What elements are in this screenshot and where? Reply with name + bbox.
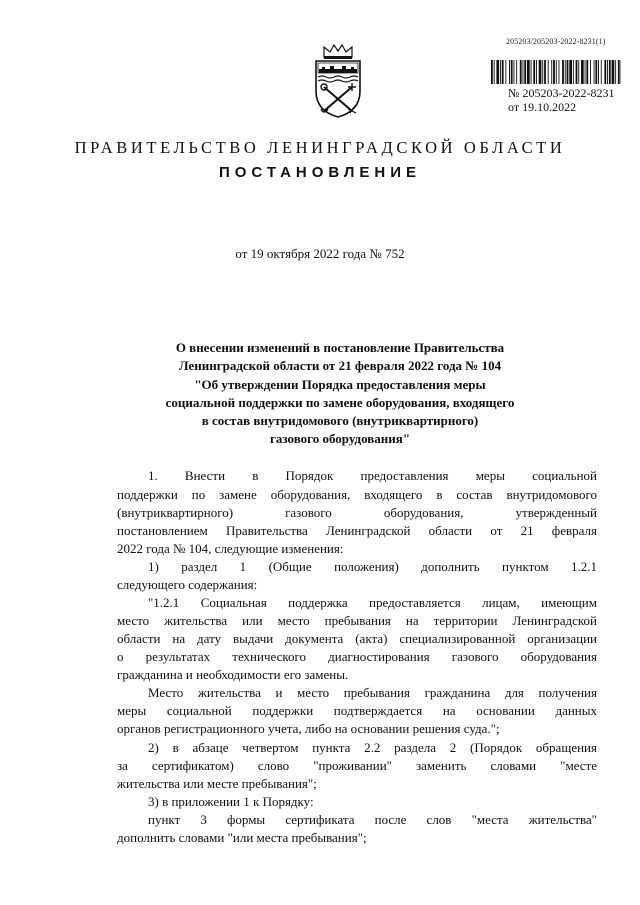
barcode-bar: [511, 60, 513, 84]
coat-of-arms-emblem: [310, 43, 366, 119]
barcode-bar: [500, 60, 501, 84]
barcode-bar: [509, 60, 510, 84]
barcode-bar: [502, 60, 504, 84]
body-line: постановлением Правительства Ленинградской области от 21 февраля: [117, 523, 597, 538]
barcode-bar: [536, 60, 537, 84]
barcode-bar: [539, 60, 542, 84]
barcode-bar: [491, 60, 493, 84]
barcode-bar: [618, 60, 620, 84]
barcode-bar: [551, 60, 552, 84]
barcode-bar: [562, 60, 564, 84]
barcode-bar: [505, 60, 506, 84]
government-name: ПРАВИТЕЛЬСТВО ЛЕНИНГРАДСКОЙ ОБЛАСТИ: [74, 138, 566, 157]
body-line: 1. Внести в Порядок предоставления меры социальной: [148, 468, 597, 483]
title-line: в состав внутридомового (внутриквартирного): [201, 413, 479, 429]
title-line: Ленинградской области от 21 февраля 2022 года № 104: [178, 358, 502, 374]
barcode-bar: [578, 60, 579, 84]
barcode-bar: [615, 60, 616, 84]
document-date-number: от 19 октября 2022 года № 752: [235, 246, 405, 261]
barcode-bar: [556, 60, 557, 84]
body-line: место жительства или место пребывания на территории Ленинградской: [117, 613, 597, 628]
barcode-bar: [524, 60, 526, 84]
barcode-bar: [612, 60, 615, 84]
document-title: [150, 339, 530, 449]
title-line: социальной поддержки по замене оборудования, входящего: [165, 394, 515, 410]
body-line: органов регистрационного учета, либо на основании решения суда.";: [117, 721, 500, 736]
barcode-bar: [514, 60, 515, 84]
barcode-bar: [523, 60, 524, 84]
barcode-bar: [531, 60, 532, 84]
barcode-bar: [594, 60, 595, 84]
barcode-bar: [527, 60, 530, 84]
barcode-bar: [590, 60, 591, 84]
barcode-bar: [544, 60, 546, 84]
registration-date: от 19.10.2022: [508, 100, 577, 114]
body-line: Место жительства и место пребывания гражданина для получения: [148, 685, 597, 700]
barcode-bar: [569, 60, 572, 84]
barcode-bar: [595, 60, 597, 84]
barcode-bar: [609, 60, 611, 84]
body-line: жительства или месте пребывания";: [117, 776, 317, 791]
barcode-bar: [516, 60, 517, 84]
barcode-bar: [586, 60, 588, 84]
body-line: области на дату выдачи документа (акта) специализированной организации: [117, 631, 597, 646]
barcode-bar: [567, 60, 569, 84]
body-line: за сертификатом) слово "проживании" заменить словами "месте: [117, 758, 597, 773]
barcode-bar: [601, 60, 602, 84]
body-line: 2) в абзаце четвертом пункта 2.2 раздела 2 (Порядок обращения: [148, 740, 597, 755]
registration-line: 205203/205203-2022-8231(1): [506, 37, 606, 46]
body-line: пункт 3 формы сертификата после слов "места жительства": [148, 812, 597, 827]
body-line: 2022 года № 104, следующие изменения:: [117, 541, 344, 556]
barcode-bar: [573, 60, 574, 84]
body-line: 3) в приложении 1 к Порядку:: [148, 794, 314, 809]
barcode-bar: [581, 60, 584, 84]
barcode-bar: [604, 60, 606, 84]
barcode-bar: [494, 60, 495, 84]
body-line: гражданина и необходимости его замены.: [117, 667, 349, 682]
barcode-bar: [576, 60, 578, 84]
registration-number: № 205203-2022-8231: [508, 86, 615, 100]
barcode-bar: [496, 60, 499, 84]
body-line: следующего содержания:: [117, 577, 258, 592]
barcode-bar: [533, 60, 535, 84]
title-line: О внесении изменений в постановление Правительства: [175, 340, 505, 355]
barcode-bar: [542, 60, 543, 84]
barcode-bar: [585, 60, 586, 84]
barcode: [491, 60, 621, 84]
body-line: о результатах технического диагностирования газового оборудования: [117, 649, 597, 664]
title-line: "Об утверждении Порядка предоставления меры: [194, 376, 486, 392]
body-line: дополнить словами "или места пребывания";: [117, 830, 367, 845]
barcode-bar: [548, 60, 549, 84]
barcode-bar: [607, 60, 608, 84]
title-line: газового оборудования": [269, 431, 411, 447]
barcode-bar: [598, 60, 599, 84]
body-line: меры социальной поддержки подтверждается на основании данных: [117, 703, 597, 718]
barcode-bar: [520, 60, 522, 84]
body-line: 1) раздел 1 (Общие положения) дополнить пунктом 1.2.1: [148, 559, 597, 574]
body-line: "1.2.1 Социальная поддержка предоставляется лицам, имеющим: [148, 595, 597, 610]
document-type: ПОСТАНОВЛЕНИЕ: [218, 164, 422, 181]
barcode-bar: [553, 60, 555, 84]
barcode-bar: [565, 60, 566, 84]
barcode-bar: [559, 60, 560, 84]
body-line: поддержки по замене оборудования, входящего в состав внутридомового: [117, 487, 597, 502]
body-line: (внутриквартирного) газового оборудования, утвержденный: [117, 505, 597, 520]
